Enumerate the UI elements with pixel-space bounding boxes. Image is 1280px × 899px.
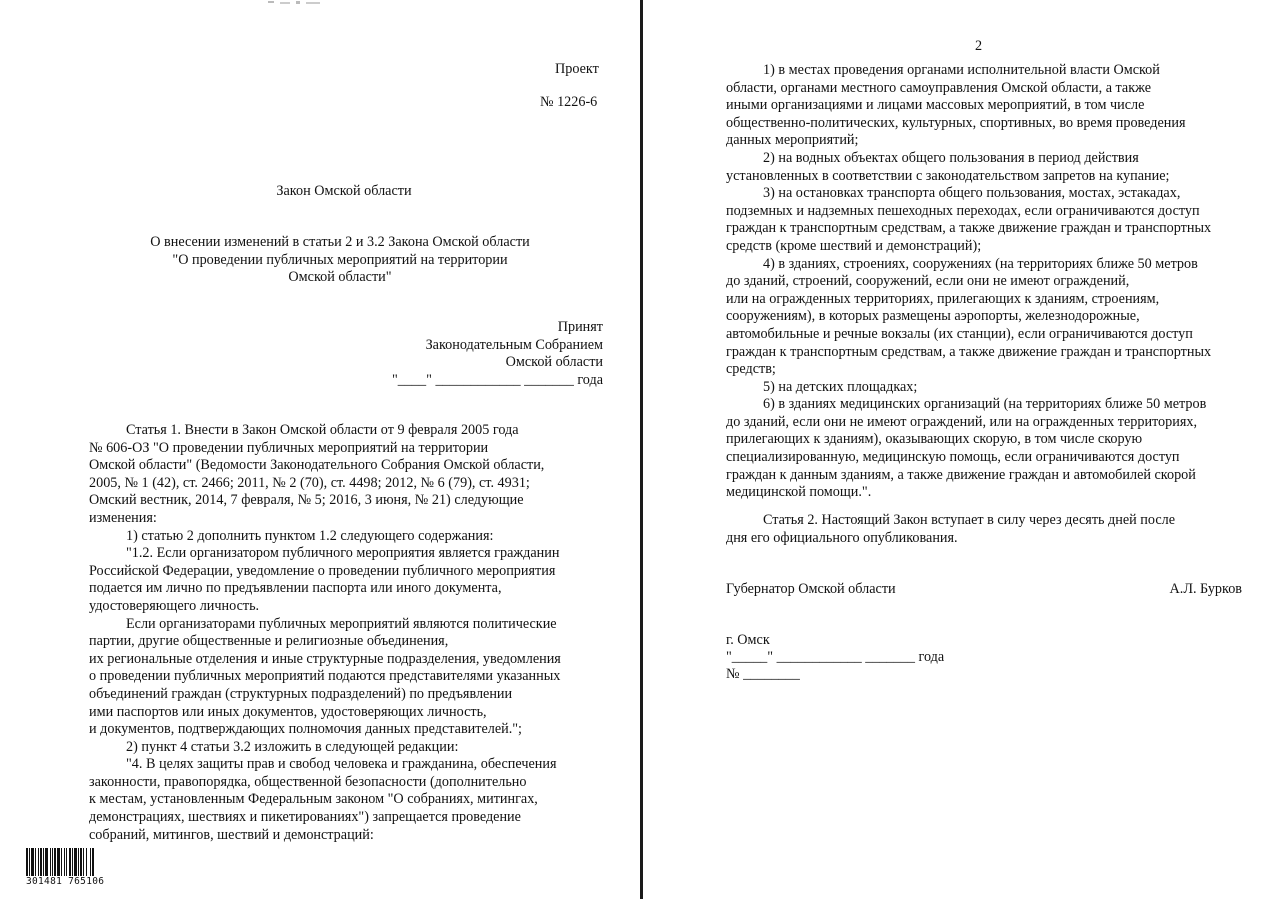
- governor-title: Губернатор Омской области: [726, 581, 896, 597]
- list-item-line: 4) в зданиях, строениях, сооружениях (на территориях ближе 50 метров: [763, 255, 1198, 272]
- list-item-line: подземных и надземных пешеходных переходах, если ограничиваются доступ: [726, 202, 1200, 219]
- page-number: 2: [975, 38, 983, 54]
- list-item-line: граждан к транспортным средствам, а также движение граждан и транспортных: [726, 220, 1212, 237]
- right-page: [644, 0, 1280, 899]
- law-subject: [90, 234, 590, 287]
- barcode: [26, 848, 112, 887]
- paragraph-line: партии, другие общественные и религиозные объединения,: [89, 633, 449, 650]
- subject-line: О внесении изменений в статьи 2 и 3.2 Закона Омской области: [150, 234, 530, 250]
- project-label: Проект: [555, 61, 599, 77]
- document-number: № 1226-6: [540, 94, 598, 110]
- list-item-line: иными организациями и лицами массовых мероприятий, в том числе: [726, 97, 1145, 114]
- number-line: № ________: [726, 666, 800, 682]
- list-item: [726, 185, 1242, 255]
- list-item-line: средств (кроме шествий и демонстраций);: [726, 237, 982, 254]
- article-line: изменения:: [89, 509, 157, 526]
- list-item-line: 6) в зданиях медицинских организаций (на территориях ближе 50 метров: [763, 396, 1207, 413]
- article-line: 2005, № 1 (42), ст. 2466; 2011, № 2 (70), ст. 4498; 2012, № 6 (79), ст. 4931;: [89, 474, 530, 491]
- paragraph-line: законности, правопорядка, общественной безопасности (дополнительно: [89, 773, 527, 790]
- list-item: [726, 62, 1242, 150]
- adopted-block: [380, 319, 603, 389]
- article-1: [89, 422, 603, 844]
- paragraph-line: ими паспортов или иных документов, удостоверяющих личность,: [89, 703, 487, 720]
- list-item-line: 2) на водных объектах общего пользования в период действия: [763, 149, 1139, 166]
- list-item-line: средств;: [726, 361, 776, 378]
- list-item-line: установленных в соответствии с законодательством запретов на купание;: [726, 167, 1170, 184]
- list-item-line: 5) на детских площадках;: [763, 378, 918, 395]
- adopted-line: Принят: [557, 319, 603, 335]
- city: г. Омск: [726, 632, 770, 648]
- article-line: Статья 2. Настоящий Закон вступает в силу через десять дней после: [763, 512, 1176, 528]
- paragraph-line: собраний, митингов, шествий и демонстраций:: [89, 826, 374, 843]
- article-line: № 606-ОЗ "О проведении публичных мероприятий на территории: [89, 439, 489, 456]
- article-line: дня его официального опубликования.: [726, 529, 958, 546]
- paragraph-line: к местам, установленным Федеральным законом "О собраниях, митингах,: [89, 791, 538, 808]
- list-item-line: автомобильные и речные вокзалы (их станции), если ограничиваются доступ: [726, 325, 1193, 342]
- list-item-line: специализированную, медицинскую помощь, если ограничиваются доступ: [726, 449, 1180, 466]
- paragraph-line: и документов, подтверждающих полномочия данных представителей.";: [89, 721, 522, 738]
- barcode-number: 301481 765106: [26, 876, 105, 887]
- list-item-line: прилегающих к зданиям), оказывающих скорую, в том числе скорую: [726, 431, 1143, 448]
- date-line: "_____" ____________ _______ года: [726, 649, 945, 665]
- paragraph-line: объединений граждан (структурных подразделений) по предъявлении: [89, 685, 513, 702]
- paragraph-line: "1.2. Если организатором публичного мероприятия является гражданин: [126, 545, 560, 562]
- list-item-line: 3) на остановках транспорта общего пользования, мостах, эстакадах,: [763, 185, 1181, 202]
- paragraph-line: о проведении публичных мероприятий подаются представителями указанных: [89, 668, 561, 685]
- scan-marks: [268, 0, 328, 6]
- list-item: [726, 379, 1242, 397]
- adopted-line: Законодательным Собранием: [425, 336, 603, 353]
- list-item: [726, 150, 1242, 185]
- list-item-line: 1) в местах проведения органами исполнительной власти Омской: [763, 62, 1160, 78]
- list-item-line: общественно-политических, культурных, спортивных, во время проведения: [726, 114, 1186, 131]
- paragraph-line: "4. В целях защиты прав и свобод человека и гражданина, обеспечения: [126, 756, 557, 773]
- law-title: Закон Омской области: [276, 183, 412, 199]
- adopted-line: Омской области: [505, 354, 603, 371]
- paragraph-line: Если организаторами публичных мероприятий являются политические: [126, 615, 557, 632]
- amendment-item-1: 1) статью 2 дополнить пунктом 1.2 следующего содержания:: [126, 527, 494, 544]
- paragraph-line: демонстрациях, шествиях и пикетированиях") запрещается проведение: [89, 809, 521, 826]
- article-line: Статья 1. Внести в Закон Омской области от 9 февраля 2005 года: [126, 422, 519, 438]
- list-item: [726, 396, 1242, 502]
- subject-line: "О проведении публичных мероприятий на территории: [172, 251, 508, 268]
- amendment-item-2: 2) пункт 4 статьи 3.2 изложить в следующей редакции:: [126, 738, 459, 755]
- article-2: [726, 512, 1242, 547]
- paragraph-line: Российской Федерации, уведомление о проведении публичного мероприятия: [89, 562, 556, 579]
- governor-name: А.Л. Бурков: [1169, 581, 1242, 597]
- list-item-line: до зданий, строений, сооружений, если они не имеют ограждений,: [726, 273, 1130, 290]
- list-item-line: до зданий, если они не имеют ограждений, или на огражденных территориях,: [726, 413, 1198, 430]
- list-item-line: или на огражденных территориях, прилегающих к зданиям, строениям,: [726, 290, 1160, 307]
- paragraph-line: подается им лично по предъявлении паспорта или иного документа,: [89, 580, 502, 597]
- prohibited-places-list: [726, 62, 1242, 502]
- list-item-line: граждан к транспортным средствам, а также движение граждан и транспортных: [726, 343, 1212, 360]
- list-item-line: граждан к данным зданиям, а также движение граждан и автомобилей скорой: [726, 466, 1196, 483]
- list-item-line: медицинской помощи.".: [726, 484, 872, 501]
- list-item-line: области, органами местного самоуправления Омской области, а также: [726, 79, 1152, 96]
- paragraph-line: удостоверяющего личность.: [89, 597, 260, 614]
- adopted-line: "____" ____________ _______ года: [391, 371, 603, 388]
- barcode-gap: [94, 848, 95, 876]
- list-item: [726, 256, 1242, 379]
- list-item-line: данных мероприятий;: [726, 132, 859, 149]
- article-line: Омской области" (Ведомости Законодательного Собрания Омской области,: [89, 457, 545, 474]
- paragraph-line: их региональные отделения и иные структурные подразделения, уведомления: [89, 650, 561, 667]
- list-item-line: сооружениям), в которых размещены аэропорты, железнодорожные,: [726, 308, 1140, 325]
- page-divider: [640, 0, 643, 899]
- article-line: Омский вестник, 2014, 7 февраля, № 5; 2016, 3 июня, № 21) следующие: [89, 492, 524, 509]
- subject-line: Омской области": [288, 269, 392, 286]
- barcode-bars: [26, 848, 112, 876]
